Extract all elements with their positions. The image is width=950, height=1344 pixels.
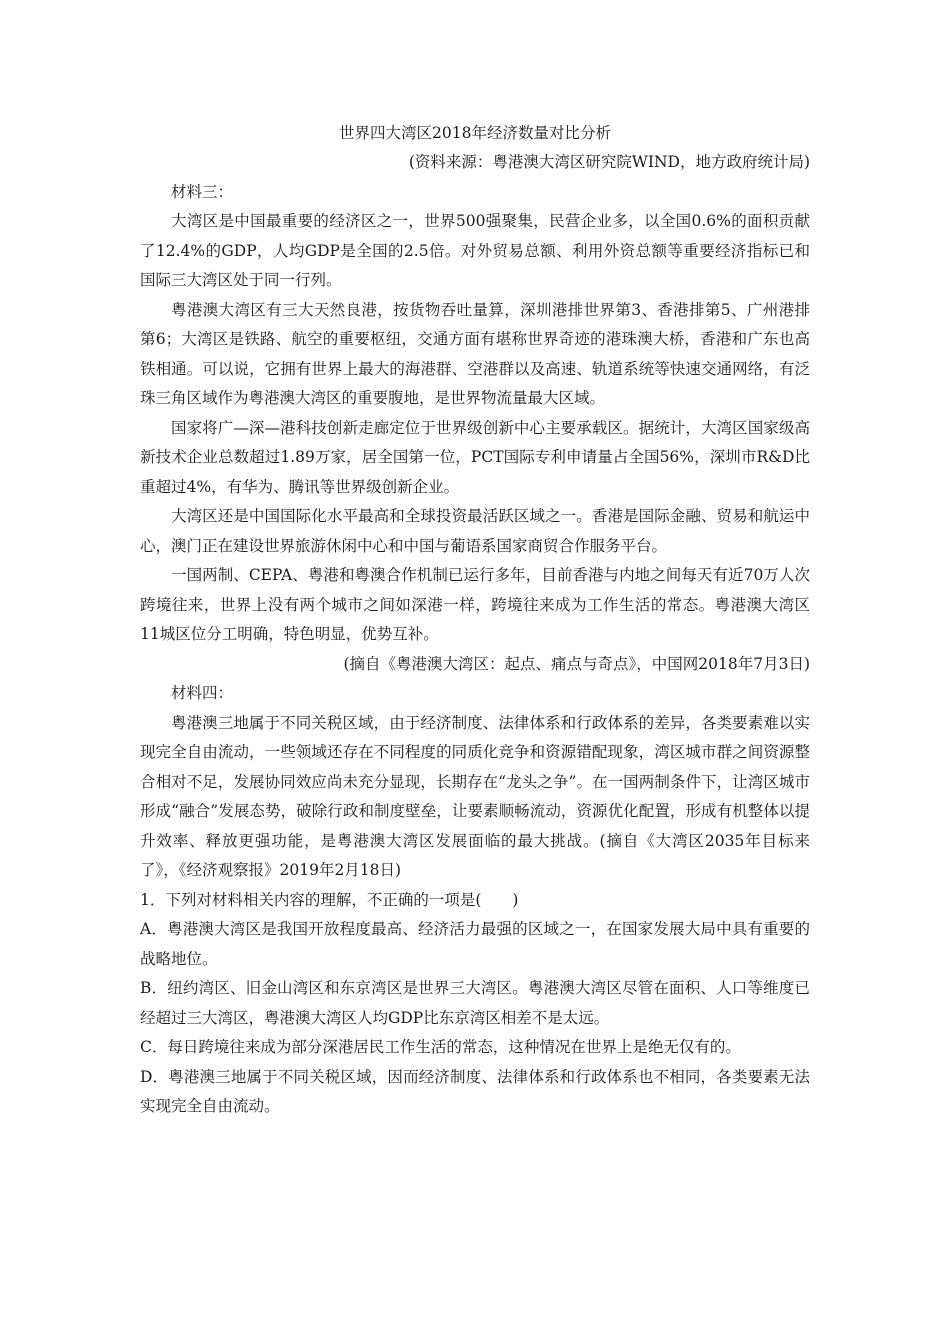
material3-paragraph-1: 大湾区是中国最重要的经济区之一，世界500强聚集，民营企业多，以全国0.6%的面积贡献了12.4%的GDP，人均GDP是全国的2.5倍。对外贸易总额、利用外资总额等重要经济指标已和国际三大湾区处于同一行列。: [140, 212, 810, 289]
option-d: D．粤港澳三地属于不同关税区域，因而经济制度、法律体系和行政体系也不相同，各类要素无法实现完全自由流动。: [140, 1067, 810, 1115]
option-a: A．粤港澳大湾区是我国开放程度最高、经济活力最强的区域之一，在国家发展大局中具有重要的战略地位。: [140, 920, 810, 968]
material3-paragraph-5: 一国两制、CEPA、粤港和粤澳合作机制已运行多年，目前香港与内地之间每天有近70万人次跨境往来，世界上没有两个城市之间如深港一样，跨境往来成为工作生活的常态。粤港澳大湾区11城区位分工明确，特色明显，优势互补。: [140, 566, 810, 643]
material3-source: (摘自《粤港澳大湾区：起点、痛点与奇点》，中国网2018年7月3日): [343, 654, 810, 673]
option-b: B．纽约湾区、旧金山湾区和东京湾区是世界三大湾区。粤港澳大湾区尽管在面积、人口等维度已经超过三大湾区，粤港澳大湾区人均GDP比东京湾区相差不是太远。: [140, 979, 810, 1027]
chart-source: (资料来源：粤港澳大湾区研究院WIND，地方政府统计局): [408, 153, 810, 171]
option-c: C．每日跨境往来成为部分深港居民工作生活的常态，这种情况在世界上是绝无仅有的。: [140, 1038, 741, 1056]
material3-heading: 材料三：: [171, 182, 234, 201]
question-stem: 1．下列对材料相关内容的理解，不正确的一项是( ): [140, 890, 519, 909]
material4-heading: 材料四：: [171, 684, 234, 702]
material3-paragraph-2: 粤港澳大湾区有三大天然良港，按货物吞吐量算，深圳港排世界第3、香港排第5、广州港排第6；大湾区是铁路、航空的重要枢纽，交通方面有堪称世界奇迹的港珠澳大桥，香港和广东也高铁相通。可以说，它拥有世界上最大的海港群、空港群以及高速、轨道系统等快速交通网络，有泛珠三角区域作为粤港澳大湾区的重要腹地，是世界物流量最大区域。: [140, 300, 810, 407]
material3-paragraph-4: 大湾区还是中国国际化水平最高和全球投资最活跃区域之一。香港是国际金融、贸易和航运中心，澳门正在建设世界旅游休闲中心和中国与葡语系国家商贸合作服务平台。: [140, 507, 810, 555]
material3-paragraph-3: 国家将广—深—港科技创新走廊定位于世界级创新中心主要承载区。据统计，大湾区国家级高新技术企业总数超过1.89万家，居全国第一位，PCT国际专利申请量占全国56%，深圳市R&D比重超过4%，有华为、腾讯等世界级创新企业。: [140, 418, 810, 496]
material4-paragraph: 粤港澳三地属于不同关税区域，由于经济制度、法律体系和行政体系的差异，各类要素难以实现完全自由流动，一些领域还存在不同程度的同质化竞争和资源错配现象，湾区城市群之间资源整合相对不足，发展协同效应尚未充分显现，长期存在“龙头之争”。在一国两制条件下，让湾区城市形成“融合”发展态势，破除行政和制度壁垒，让要素顺畅流动，资源优化配置，形成有机整体以提升效率、释放更强功能，是粤港澳大湾区发展面临的最大挑战。(摘自《大湾区2035年目标来了》，《经济观察报》2019年2月18日): [140, 713, 810, 879]
document-page: [140, 118, 810, 1122]
chart-caption: 世界四大湾区2018年经济数量对比分析: [339, 124, 611, 142]
